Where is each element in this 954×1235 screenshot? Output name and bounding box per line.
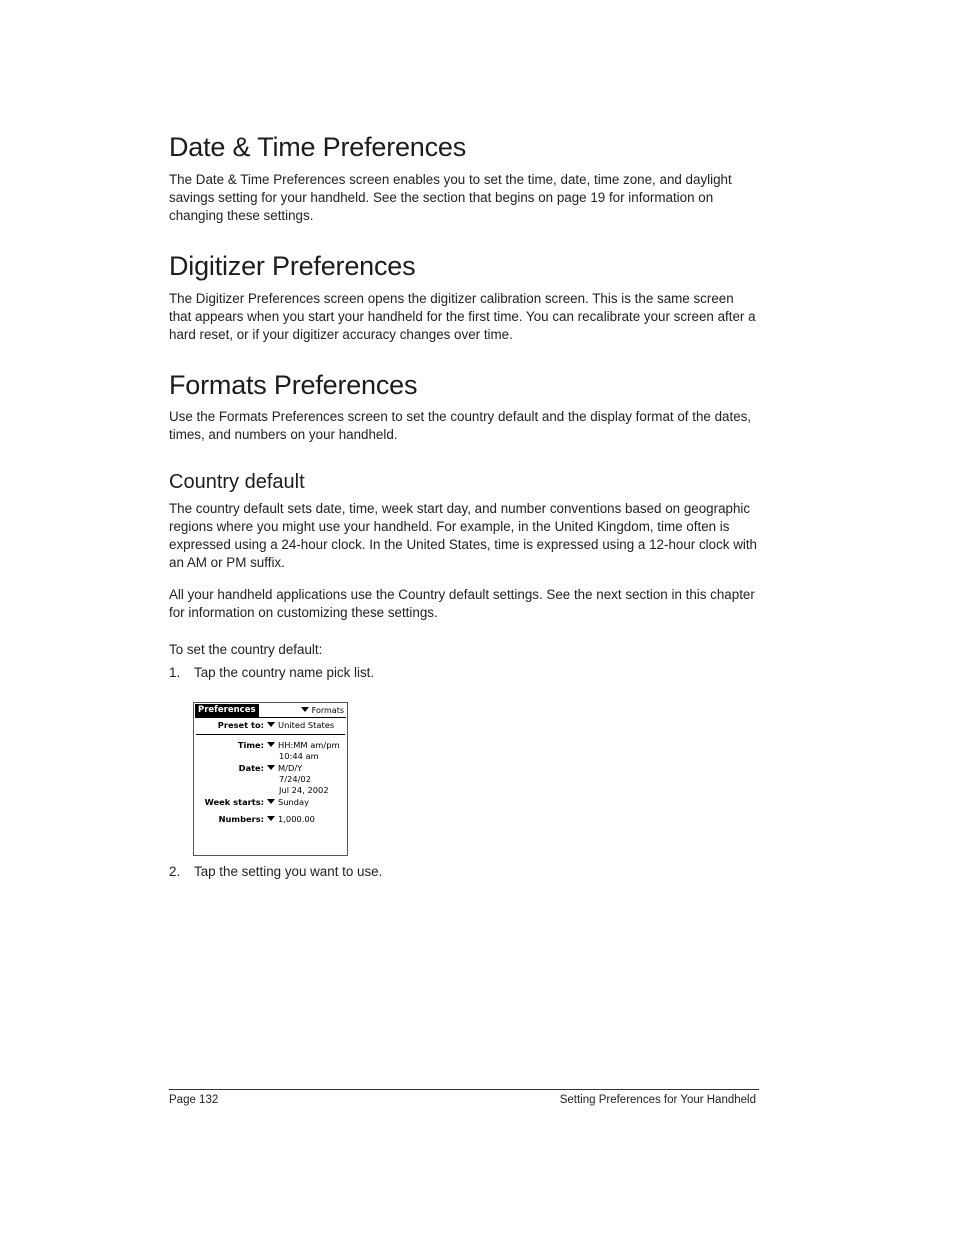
dropdown-arrow-icon (301, 707, 309, 712)
digitizer-paragraph: The Digitizer Preferences screen opens the digitizer calibration screen. This is the same screen that appears when you start your handheld for the first time. You can recalibrate your screen after a hard reset, or if your digitizer accuracy changes over time. (169, 291, 756, 342)
step-2-number: 2. (169, 864, 181, 879)
numbers-picker (267, 814, 315, 825)
week-start-picker (267, 797, 309, 808)
heading-date-time-preferences: Date & Time Preferences (169, 132, 467, 162)
formats-preferences-screenshot (193, 702, 348, 856)
footer-divider (169, 1089, 759, 1090)
document-page (169, 0, 759, 1235)
date-example-long: Jul 24, 2002 (279, 785, 329, 795)
screenshot-app-tab: Preferences (195, 704, 259, 717)
dropdown-arrow-icon (267, 722, 275, 727)
step-1-number: 1. (169, 665, 181, 680)
preset-value: United States (278, 720, 335, 730)
numbers-value: 1,000.00 (278, 814, 315, 824)
heading-formats-preferences: Formats Preferences (169, 370, 418, 400)
screenshot-category-picker (301, 704, 344, 717)
screenshot-category-label: Formats (311, 706, 344, 715)
date-format-value: M/D/Y (278, 763, 303, 773)
time-picker (267, 740, 340, 751)
country-default-paragraph-1: The country default sets date, time, week start day, and number conventions based on geographic regions where you might use your handheld. For example, in the United Kingdom, time often is expressed using a 24-hour clock. In the United States, time is expressed using a 12-hour clock with an AM or PM suffix. (169, 501, 758, 570)
time-example: 10:44 am (279, 751, 319, 761)
procedure-title: To set the country default: (169, 642, 323, 657)
preset-label: Preset to: (217, 720, 264, 730)
formats-paragraph: Use the Formats Preferences screen to set the country default and the display format of the dates, times, and numbers on your handheld. (169, 409, 752, 442)
screenshot-title-bar (195, 704, 346, 718)
step-1 (169, 665, 374, 680)
dropdown-arrow-icon (267, 742, 275, 747)
dropdown-arrow-icon (267, 816, 275, 821)
date-time-paragraph: The Date & Time Preferences screen enables you to set the time, date, time zone, and daylight savings setting for your handheld. See the section that begins on page 19 for information on changing these settings. (169, 172, 732, 223)
step-2 (169, 864, 382, 879)
date-example-short: 7/24/02 (279, 774, 311, 784)
step-2-text: Tap the setting you want to use. (194, 864, 383, 879)
footer-page-number: Page 132 (169, 1094, 219, 1106)
heading-country-default: Country default (169, 471, 305, 493)
step-1-text: Tap the country name pick list. (194, 665, 375, 680)
time-label: Time: (237, 740, 264, 750)
week-start-value: Sunday (278, 797, 310, 807)
screenshot-divider (196, 734, 345, 735)
footer-chapter-title: Setting Preferences for Your Handheld (559, 1094, 756, 1106)
dropdown-arrow-icon (267, 799, 275, 804)
dropdown-arrow-icon (267, 765, 275, 770)
week-start-label: Week starts: (204, 797, 264, 807)
date-picker (267, 763, 302, 774)
country-default-paragraph-2: All your handheld applications use the Country default settings. See the next section in this chapter for information on customizing these settings. (169, 587, 755, 620)
time-format-value: HH:MM am/pm (278, 740, 340, 750)
preset-picker (267, 720, 334, 731)
numbers-label: Numbers: (218, 814, 264, 824)
heading-digitizer-preferences: Digitizer Preferences (169, 251, 416, 281)
date-label: Date: (238, 763, 264, 773)
